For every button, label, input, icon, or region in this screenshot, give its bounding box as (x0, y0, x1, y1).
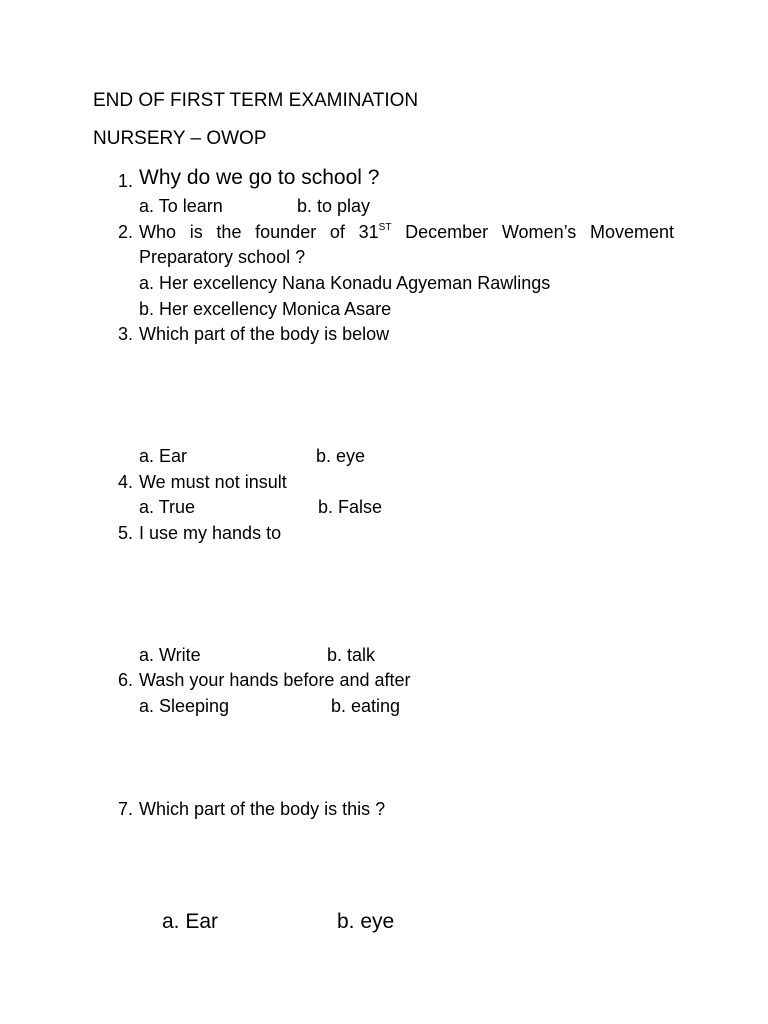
question-number: 2. (117, 222, 133, 242)
ordinal-superscript: ST (378, 222, 392, 233)
question-number: 1. (117, 171, 133, 191)
option-a: a. Ear (139, 446, 188, 466)
option-b: b. eating (331, 696, 401, 716)
exam-title: END OF FIRST TERM EXAMINATION (93, 90, 419, 111)
option-b: b. to play (297, 196, 371, 216)
question-text: We must not insult (139, 472, 287, 492)
option-b: b. False (318, 497, 383, 517)
option-a: a. Her excellency Nana Konadu Agyeman Rawlings (139, 273, 551, 293)
option-b: b. eye (316, 446, 366, 466)
question-text-line: Preparatory school ? (139, 247, 306, 267)
option-a: a. Ear (162, 910, 219, 933)
exam-class-subtitle: NURSERY – OWOP (93, 128, 267, 149)
question-number: 5. (117, 523, 133, 543)
question-text-part: December Women’s Movement (391, 222, 674, 242)
option-a: a. Write (139, 645, 201, 665)
question-number: 4. (117, 472, 133, 492)
question-number: 3. (117, 324, 133, 344)
option-b: b. Her excellency Monica Asare (139, 299, 392, 319)
option-a: a. To learn (139, 196, 223, 216)
question-text: Which part of the body is this ? (139, 799, 386, 819)
question-text: I use my hands to (139, 523, 282, 543)
question-text: Which part of the body is below (139, 324, 390, 344)
question-number: 7. (117, 799, 133, 819)
question-text-line (139, 221, 674, 243)
option-b: b. talk (327, 645, 376, 665)
option-a: a. True (139, 497, 196, 517)
option-b: b. eye (337, 910, 395, 933)
question-number: 6. (117, 670, 133, 690)
question-text: Wash your hands before and after (139, 670, 411, 690)
question-text-part: Who is the founder of 31 (139, 222, 379, 242)
question-text: Why do we go to school ? (139, 166, 380, 189)
option-a: a. Sleeping (139, 696, 230, 716)
